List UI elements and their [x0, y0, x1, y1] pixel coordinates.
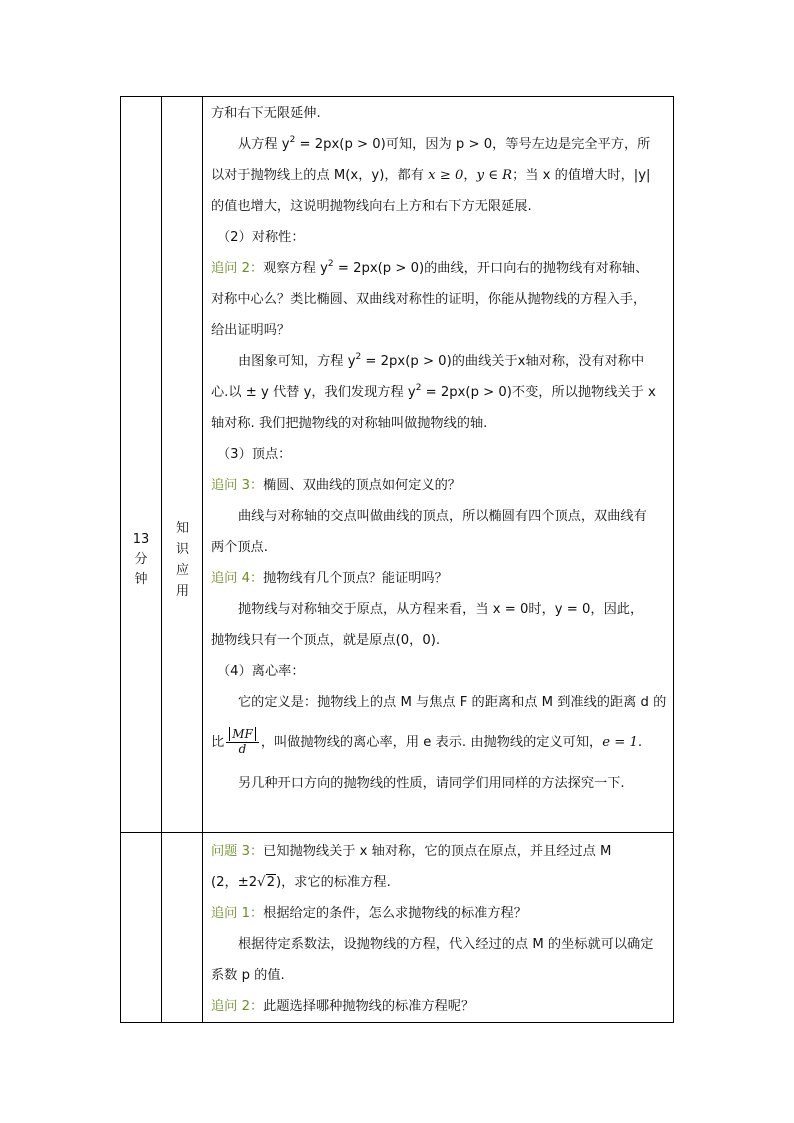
text-line: 曲线与对称轴的交点叫做曲线的顶点，所以椭圆有四个顶点，双曲线有	[238, 509, 647, 524]
text-line: 另几种开口方向的抛物线的性质，请同学们用同样的方法探究一下.	[238, 776, 625, 791]
text-line: 对称中心么？类比椭圆、双曲线对称性的证明，你能从抛物线的方程入手，	[211, 292, 647, 307]
time-cell: 13 分 钟	[132, 531, 150, 587]
text-line: 以对于抛物线上的点 M(x，y)，都有 x ≥ 0，y ∈ R；当 x 的值增大时，|y|	[211, 168, 651, 183]
fraction-mf-over-d: $\frac{MF}{d}$	[226, 728, 259, 757]
question-label: 追问 4：	[211, 571, 264, 586]
question-line: 问题 3：已知抛物线关于 x 轴对称，它的顶点在原点，并且经过点 M	[211, 844, 612, 859]
text-line: 从方程 $y^2 = 2px(p > 0)$可知，因为 p > 0，等号左边是完全平方，所	[238, 135, 651, 152]
lesson-table	[120, 96, 674, 1023]
text-line: 心.以 ± y 代替 y，我们发现方程 $y^2 = 2px(p > 0)$不变，所以抛物线关于 x	[211, 383, 656, 400]
text-line: 轴对称. 我们把抛物线的对称轴叫做抛物线的轴.	[211, 416, 488, 431]
text-line: 方和右下无限延伸.	[211, 106, 321, 121]
text-line: 给出证明吗？	[211, 323, 291, 338]
follow-up-question: 追问 3：椭圆、双曲线的顶点如何定义的？	[211, 478, 461, 493]
text-line: 比 $\frac{MF}{d}$ ，叫做抛物线的离心率，用 e 表示. 由抛物线的定义可知，e = 1.	[211, 726, 643, 756]
text-line: 抛物线只有一个顶点，就是原点(0，0).	[211, 633, 441, 648]
text-line: 系数 p 的值.	[211, 968, 285, 983]
question-label: 追问 1：	[211, 906, 264, 921]
text-line: 两个顶点.	[211, 540, 268, 555]
follow-up-question: 追问 2：此题选择哪种抛物线的标准方程呢？	[211, 999, 475, 1014]
content-cell-properties	[203, 97, 673, 832]
section-heading: （2）对称性：	[217, 230, 305, 245]
sqrt-expression: √2	[257, 875, 275, 890]
section-heading: （3）顶点：	[217, 447, 292, 462]
section-heading: （4）离心率：	[217, 664, 305, 679]
content-cell-application	[203, 833, 673, 1022]
category-cell: 知 识 应 用	[175, 520, 189, 599]
text-line: 的值也增大，这说明抛物线向右上方和右下方无限延展.	[211, 199, 532, 214]
follow-up-question: 追问 1：根据给定的条件，怎么求抛物线的标准方程？	[211, 906, 527, 921]
text-line: (2，±2√2)，求它的标准方程.	[211, 867, 667, 898]
text-line: 抛物线与对称轴交于原点，从方程来看，当 x = 0时，y = 0，因此，	[238, 602, 644, 617]
follow-up-question: 追问 2：观察方程 $y^2 = 2px(p > 0)$的曲线，开口向右的抛物线有对称轴、	[211, 259, 649, 276]
question-label: 追问 3：	[211, 478, 264, 493]
text-line: 由图象可知，方程 $y^2 = 2px(p > 0)$的曲线关于x轴对称，没有对称中	[238, 352, 645, 369]
question-label: 问题 3：	[211, 844, 264, 859]
text-line: 根据待定系数法，设抛物线的方程，代入经过的点 M 的坐标就可以确定	[238, 937, 654, 952]
text-line: 它的定义是：抛物线上的点 M 与焦点 F 的距离和点 M 到准线的距离 d 的	[238, 695, 667, 710]
question-label: 追问 2：	[211, 999, 264, 1014]
question-label: 追问 2：	[211, 261, 264, 276]
follow-up-question: 追问 4：抛物线有几个顶点？能证明吗？	[211, 571, 448, 586]
